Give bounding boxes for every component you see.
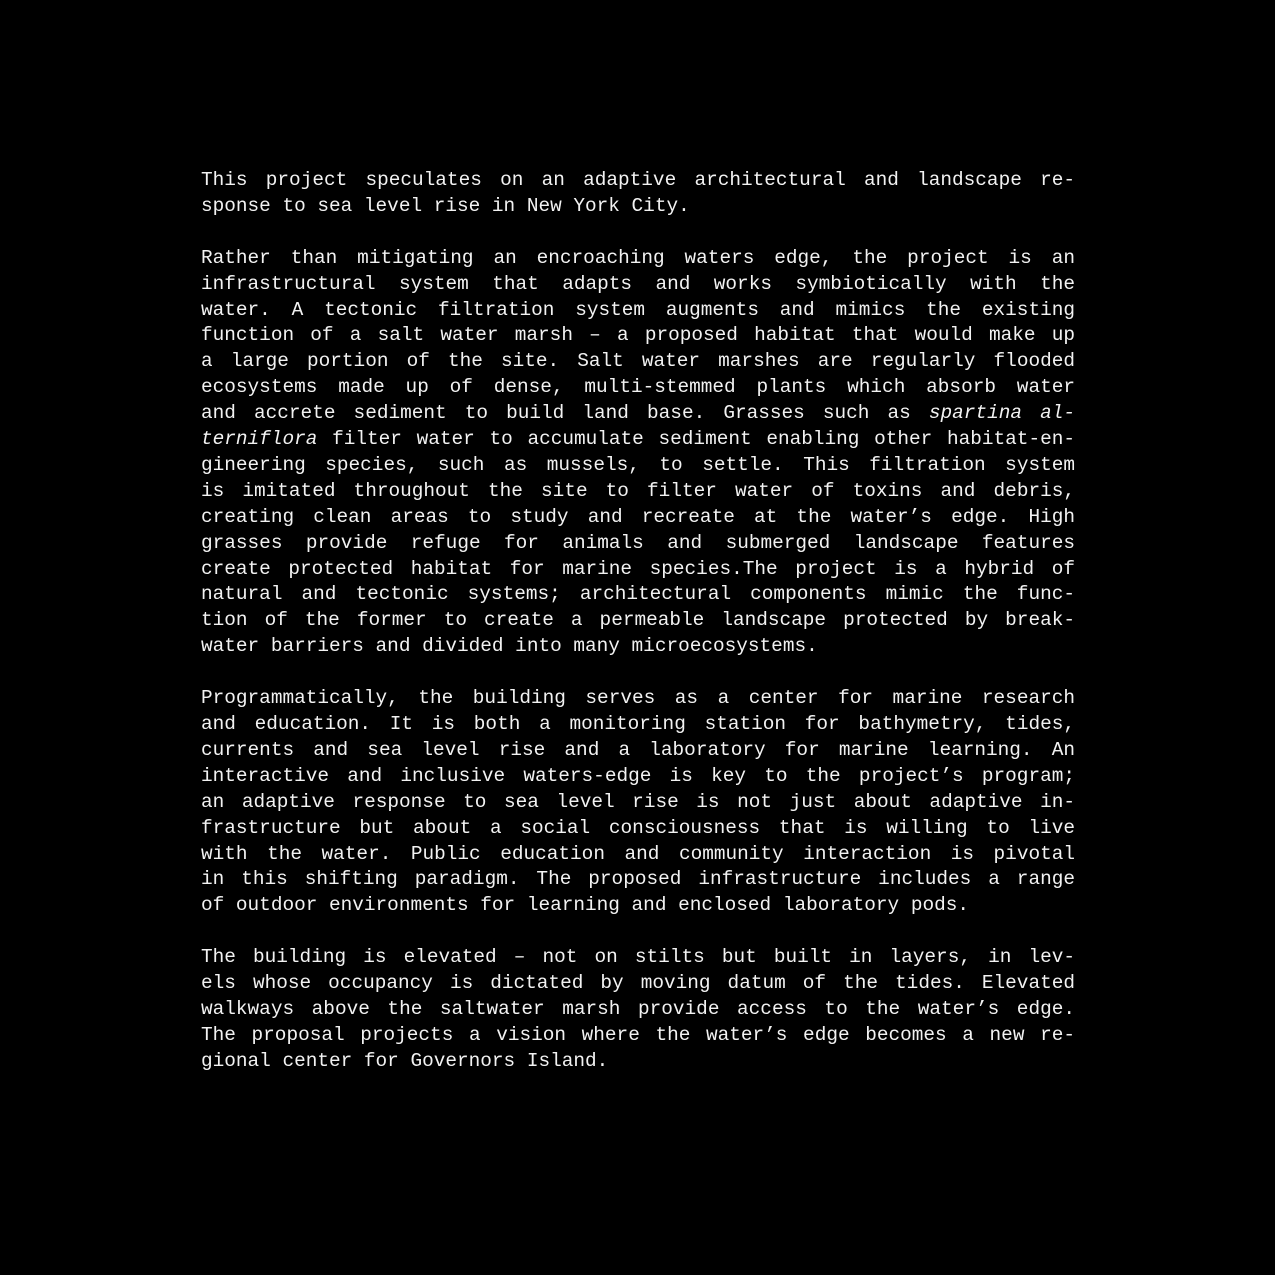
text-line: frastructure but about a social consciousness that is willing to live [201,816,1075,839]
text-line: water barriers and divided into many microecosystems. [201,635,818,658]
text-line: natural and tectonic systems; architectural components mimic the func- [201,583,1075,606]
text-run: filter water to accumulate sediment enabling other habitat-en- [317,428,1075,451]
text-line: tion of the former to create a permeable landscape protected by break- [201,609,1075,632]
text-line: gional center for Governors Island. [201,1049,609,1072]
text-line: an adaptive response to sea level rise is not just about adaptive in- [201,790,1075,813]
text-line: a large portion of the site. Salt water marshes are regularly flooded [201,350,1075,373]
text-line: els whose occupancy is dictated by moving datum of the tides. Elevated [201,972,1075,995]
text-line [201,401,1075,427]
text-line: and education. It is both a monitoring station for bathymetry, tides, [201,713,1075,735]
text-line: This project speculates on an adaptive architectural and landscape re- [201,169,1075,191]
text-line: of outdoor environments for learning and enclosed laboratory pods. [201,894,969,917]
species-name-italic: terniflora [201,428,318,451]
text-line: function of a salt water marsh – a proposed habitat that would make up [201,324,1075,347]
text-line: The building is elevated – not on stilts but built in layers, in lev- [201,946,1075,969]
text-line: with the water. Public education and community interaction is pivotal [201,842,1075,865]
paragraph-intro [201,168,1075,220]
text-line: Programmatically, the building serves as a center for marine research [201,687,1075,710]
text-line: interactive and inclusive waters-edge is key to the project’s program; [201,764,1075,787]
text-run: and accrete sediment to build land base. Grasses such as [201,402,929,425]
text-line: walkways above the saltwater marsh provide access to the water’s edge. [201,997,1075,1020]
text-line: ecosystems made up of dense, multi-stemmed plants which absorb water [201,376,1075,399]
text-line: currents and sea level rise and a laboratory for marine learning. An [201,738,1075,761]
text-line: create protected habitat for marine species.The project is a hybrid of [201,557,1075,580]
text-line: grasses provide refuge for animals and submerged landscape features [201,531,1075,554]
text-line: sponse to sea level rise in New York City. [201,194,690,217]
paragraph-system [201,246,1075,661]
text-line [201,427,1075,453]
text-line: gineering species, such as mussels, to settle. This filtration system [201,453,1075,476]
paragraph-elevation [201,945,1075,1075]
text-line: Rather than mitigating an encroaching waters edge, the project is an [201,246,1075,269]
text-line: water. A tectonic filtration system augments and mimics the existing [201,298,1075,321]
text-line: creating clean areas to study and recreate at the water’s edge. High [201,505,1075,528]
text-line: infrastructural system that adapts and works symbiotically with the [201,272,1075,295]
text-line: in this shifting paradigm. The proposed infrastructure includes a range [201,868,1075,891]
text-line: The proposal projects a vision where the water’s edge becomes a new re- [201,1023,1075,1046]
paragraph-program [201,686,1075,919]
species-name-italic: spartina al- [928,402,1075,425]
text-line: is imitated throughout the site to filter water of toxins and debris, [201,479,1075,502]
body-text [201,168,1075,1101]
